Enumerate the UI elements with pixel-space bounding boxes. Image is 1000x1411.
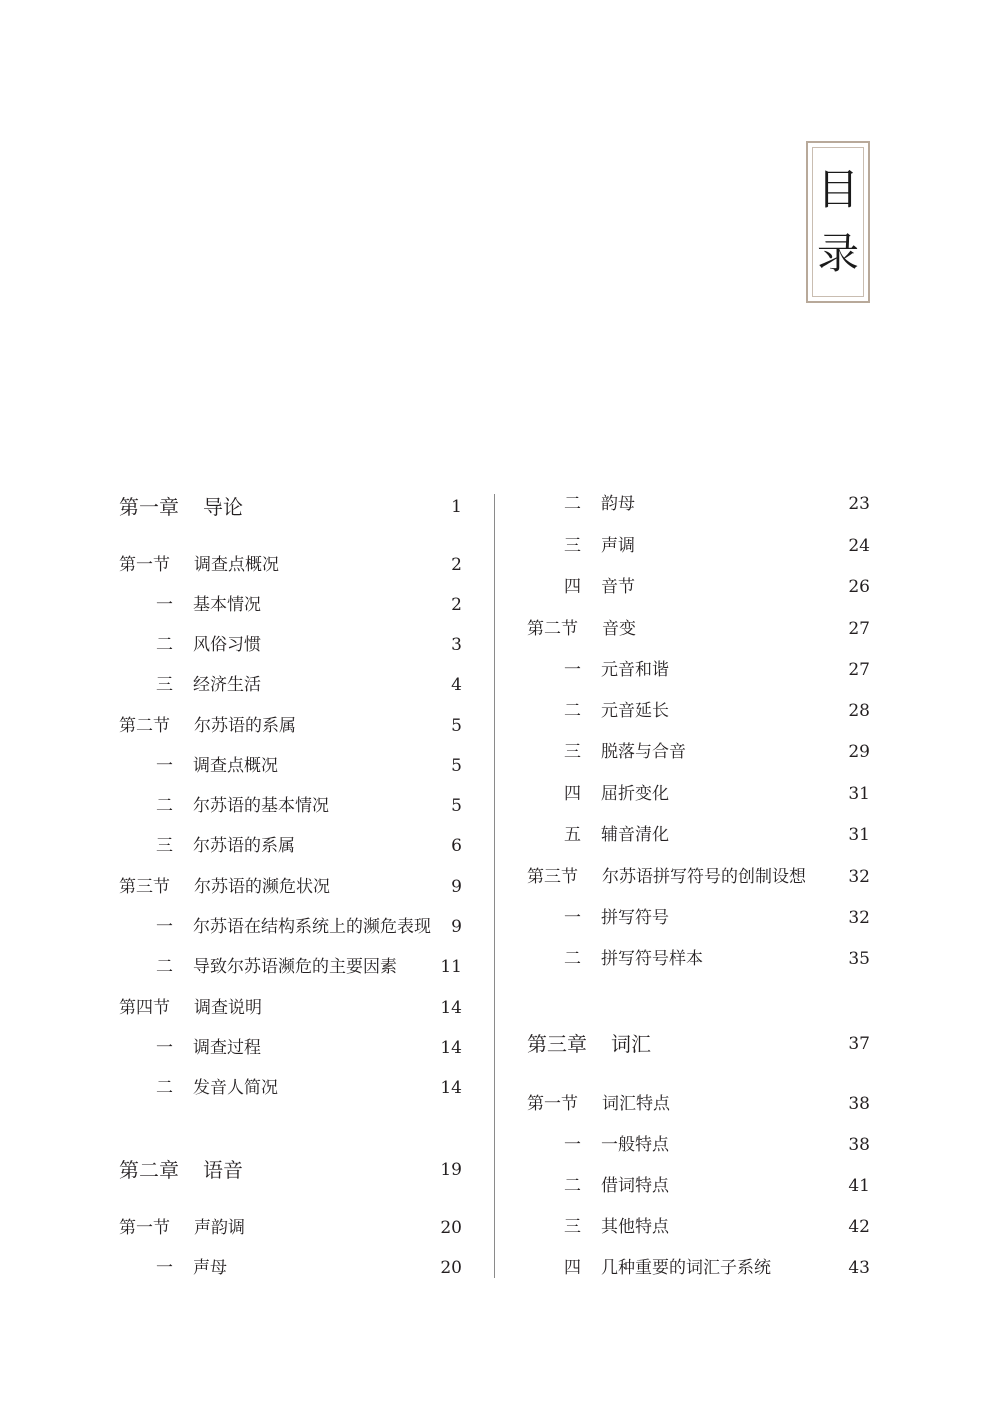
entry-page-number: 42 bbox=[848, 1217, 870, 1237]
toc-title-char-2: 录 bbox=[816, 229, 859, 278]
entry-title: 音变 bbox=[602, 619, 636, 639]
entry-title: 导论 bbox=[203, 495, 243, 519]
entry-number: 三 bbox=[564, 742, 581, 762]
entry-page-number: 29 bbox=[848, 742, 870, 762]
right-entry-item bbox=[0, 906, 1000, 930]
entry-page-number: 2 bbox=[451, 595, 462, 615]
entry-number: 第一节 bbox=[119, 1218, 170, 1238]
entry-title: 拼写符号 bbox=[601, 908, 669, 928]
entry-title: 声调 bbox=[601, 536, 635, 556]
right-entry-item bbox=[0, 1215, 1000, 1239]
entry-number: 三 bbox=[156, 836, 173, 856]
right-entry-item bbox=[0, 947, 1000, 971]
entry-title: 经济生活 bbox=[193, 675, 261, 695]
entry-title: 调查点概况 bbox=[194, 555, 279, 575]
entry-number: 三 bbox=[564, 536, 581, 556]
entry-number: 四 bbox=[564, 577, 581, 597]
entry-title: 基本情况 bbox=[193, 595, 261, 615]
entry-title: 元音延长 bbox=[601, 701, 669, 721]
entry-page-number: 28 bbox=[848, 701, 870, 721]
entry-title: 尔苏语的基本情况 bbox=[193, 796, 329, 816]
entry-title: 尔苏语在结构系统上的濒危表现 bbox=[193, 917, 431, 937]
entry-title: 元音和谐 bbox=[601, 660, 669, 680]
entry-page-number: 41 bbox=[848, 1176, 870, 1196]
entry-number: 二 bbox=[564, 701, 581, 721]
entry-number: 二 bbox=[156, 796, 173, 816]
entry-number: 第二章 bbox=[119, 1158, 179, 1182]
entry-title: 几种重要的词汇子系统 bbox=[601, 1258, 771, 1278]
entry-page-number: 26 bbox=[848, 577, 870, 597]
entry-number: 第一节 bbox=[527, 1094, 578, 1114]
right-entry-section bbox=[0, 865, 1000, 889]
entry-number: 一 bbox=[156, 1038, 173, 1058]
entry-page-number: 9 bbox=[451, 877, 462, 897]
right-entry-item bbox=[0, 782, 1000, 806]
right-entry-item bbox=[0, 492, 1000, 516]
entry-number: 三 bbox=[156, 675, 173, 695]
entry-page-number: 6 bbox=[451, 836, 462, 856]
entry-page-number: 5 bbox=[451, 756, 462, 776]
entry-number: 二 bbox=[156, 957, 173, 977]
right-entry-item bbox=[0, 823, 1000, 847]
entry-page-number: 37 bbox=[848, 1034, 870, 1054]
right-entry-item bbox=[0, 740, 1000, 764]
entry-title: 音节 bbox=[601, 577, 635, 597]
entry-title: 尔苏语拼写符号的创制设想 bbox=[602, 867, 806, 887]
entry-page-number: 2 bbox=[451, 555, 462, 575]
entry-title: 词汇 bbox=[611, 1032, 651, 1056]
entry-number: 二 bbox=[156, 1078, 173, 1098]
right-entry-item bbox=[0, 1256, 1000, 1280]
right-entry-item bbox=[0, 1174, 1000, 1198]
entry-title: 韵母 bbox=[601, 494, 635, 514]
entry-page-number: 20 bbox=[440, 1258, 462, 1278]
right-entry-item bbox=[0, 534, 1000, 558]
entry-number: 第二节 bbox=[119, 716, 170, 736]
entry-title: 声韵调 bbox=[194, 1218, 245, 1238]
entry-number: 二 bbox=[564, 1176, 581, 1196]
toc-title-char-1: 目 bbox=[816, 165, 859, 214]
entry-page-number: 23 bbox=[848, 494, 870, 514]
entry-number: 第一节 bbox=[119, 555, 170, 575]
entry-title: 语音 bbox=[203, 1158, 243, 1182]
entry-title: 借词特点 bbox=[601, 1176, 669, 1196]
entry-page-number: 38 bbox=[848, 1135, 870, 1155]
entry-title: 尔苏语的濒危状况 bbox=[194, 877, 330, 897]
entry-title: 发音人简况 bbox=[193, 1078, 278, 1098]
right-entry-item bbox=[0, 658, 1000, 682]
entry-page-number: 11 bbox=[440, 957, 462, 977]
entry-number: 一 bbox=[564, 660, 581, 680]
right-entry-item bbox=[0, 699, 1000, 723]
right-entry-item bbox=[0, 1133, 1000, 1157]
entry-page-number: 14 bbox=[440, 1038, 462, 1058]
entry-title: 风俗习惯 bbox=[193, 635, 261, 655]
entry-page-number: 43 bbox=[848, 1258, 870, 1278]
entry-number: 第三节 bbox=[119, 877, 170, 897]
entry-number: 二 bbox=[156, 635, 173, 655]
entry-page-number: 20 bbox=[440, 1218, 462, 1238]
entry-title: 辅音清化 bbox=[601, 825, 669, 845]
entry-title: 拼写符号样本 bbox=[601, 949, 703, 969]
entry-number: 二 bbox=[564, 949, 581, 969]
entry-number: 五 bbox=[564, 825, 581, 845]
entry-page-number: 4 bbox=[451, 675, 462, 695]
entry-page-number: 14 bbox=[440, 998, 462, 1018]
entry-title: 脱落与合音 bbox=[601, 742, 686, 762]
entry-number: 一 bbox=[564, 1135, 581, 1155]
entry-page-number: 31 bbox=[848, 784, 870, 804]
entry-title: 声母 bbox=[193, 1258, 227, 1278]
entry-number: 一 bbox=[564, 908, 581, 928]
entry-title: 调查过程 bbox=[193, 1038, 261, 1058]
entry-page-number: 31 bbox=[848, 825, 870, 845]
entry-title: 尔苏语的系属 bbox=[193, 836, 295, 856]
entry-page-number: 24 bbox=[848, 536, 870, 556]
entry-number: 一 bbox=[156, 595, 173, 615]
entry-number: 第一章 bbox=[119, 495, 179, 519]
entry-title: 调查点概况 bbox=[193, 756, 278, 776]
entry-number: 三 bbox=[564, 1217, 581, 1237]
entry-number: 第三节 bbox=[527, 867, 578, 887]
entry-number: 一 bbox=[156, 1258, 173, 1278]
entry-number: 二 bbox=[564, 494, 581, 514]
right-entry-section bbox=[0, 1092, 1000, 1116]
entry-title: 屈折变化 bbox=[601, 784, 669, 804]
entry-page-number: 27 bbox=[848, 619, 870, 639]
entry-number: 四 bbox=[564, 784, 581, 804]
entry-page-number: 3 bbox=[451, 635, 462, 655]
entry-title: 词汇特点 bbox=[602, 1094, 670, 1114]
entry-number: 四 bbox=[564, 1258, 581, 1278]
entry-page-number: 14 bbox=[440, 1078, 462, 1098]
entry-number: 一 bbox=[156, 756, 173, 776]
entry-page-number: 5 bbox=[451, 716, 462, 736]
entry-number: 第四节 bbox=[119, 998, 170, 1018]
left-entry-section bbox=[0, 996, 1000, 1020]
entry-title: 导致尔苏语濒危的主要因素 bbox=[193, 957, 397, 977]
entry-page-number: 27 bbox=[848, 660, 870, 680]
entry-title: 一般特点 bbox=[601, 1135, 669, 1155]
entry-page-number: 38 bbox=[848, 1094, 870, 1114]
entry-number: 第二节 bbox=[527, 619, 578, 639]
entry-page-number: 35 bbox=[848, 949, 870, 969]
entry-page-number: 9 bbox=[451, 917, 462, 937]
right-entry-chapter bbox=[0, 1030, 1000, 1058]
right-entry-item bbox=[0, 575, 1000, 599]
toc-title-box bbox=[806, 141, 870, 303]
entry-title: 调查说明 bbox=[194, 998, 262, 1018]
entry-page-number: 32 bbox=[848, 867, 870, 887]
entry-page-number: 19 bbox=[440, 1160, 462, 1180]
entry-page-number: 1 bbox=[451, 497, 462, 517]
entry-page-number: 5 bbox=[451, 796, 462, 816]
right-entry-section bbox=[0, 617, 1000, 641]
entry-number: 一 bbox=[156, 917, 173, 937]
entry-page-number: 32 bbox=[848, 908, 870, 928]
entry-title: 尔苏语的系属 bbox=[194, 716, 296, 736]
entry-title: 其他特点 bbox=[601, 1217, 669, 1237]
entry-number: 第三章 bbox=[527, 1032, 587, 1056]
